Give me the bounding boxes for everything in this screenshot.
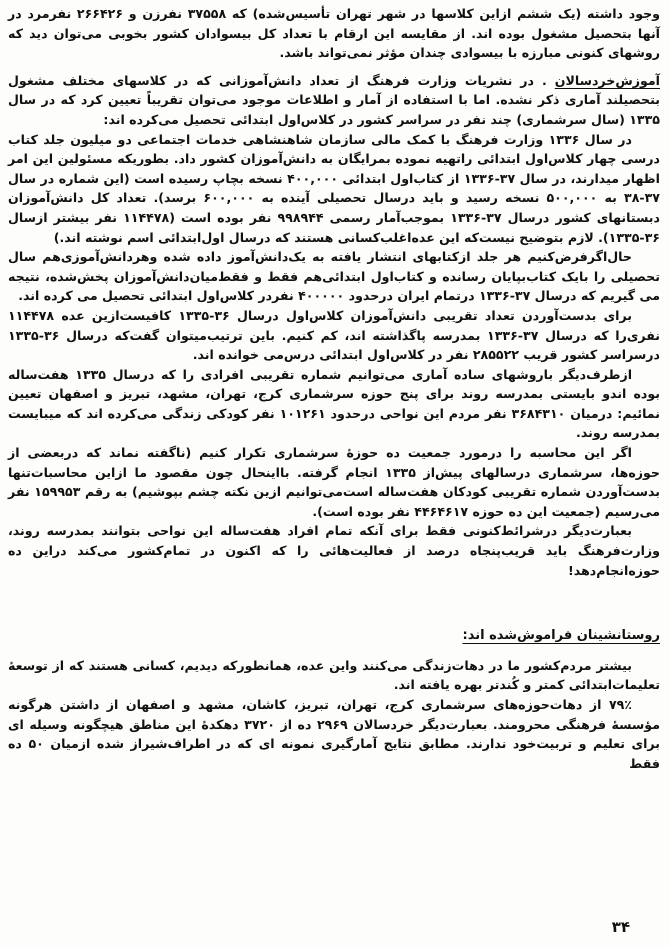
paragraph-ten-districts: اگر این محاسبه را درمورد جمعیت ده حوزهٔ سرشماری تکرار کنیم (ناگفته نماند که دربعضی از حوزه‌ها، سرشماری درسالهای پیش‌از ۱۳۳۵ انجام گرفته. بااینحال چون مقصود ما ازاین محاسبات‌تنها بدست‌آوردن شماره تقریبی کودکان هفت‌ساله است‌می‌توانیم ازین نکته چشم بپوشیم) به رقم ۱۵۹۹۵۳ نفر می‌رسیم (جمعیت این ده حوزه ۴۴۶۴۶۱۷ نفر بوده است). (8, 445, 661, 519)
paragraph-textbooks: در سال ۱۳۳۶ وزارت فرهنگ با کمک مالی سازمان شاهنشاهی خدمات اجتماعی دو میلیون جلد کتاب درسی چهار کلاس‌اول ابتدائی راتهیه نموده بمرایگان به دانش‌آموزان کشور داد. بطوریکه مسئولین این امر اظهار میدارند، در سال ۳۷-۱۳۳۶ از کتاب‌اول ابتدائی ۴۰۰,۰۰۰ نسخه بچاپ رسیده است (این شماره در سال ۳۷-۳۸ به ۵۰۰,۰۰۰ نسخه رسید و باید درسال تحصیلی آینده به ۶۰۰,۰۰۰ برسد). تعداد کل دانش‌آموزان دبستانهای کشور درسال ۳۷-۱۳۳۶ بموجب‌آمار رسمی ۹۹۸۹۴۴ نفر بوده است (۱۱۴۴۷۸ نفر بیشتر ازسال ۳۶-۱۳۳۵). لازم بتوضیح نیست‌که این عده‌اغلب‌کسانی هستند که درسال اول‌ابتدائی اسم نوشته اند.) (8, 131, 660, 245)
section-heading-rural: روستانشینان فراموش‌شده اند: (462, 628, 660, 644)
inline-heading-child-education: آموزش‌خردسالان (554, 72, 660, 88)
paragraph-rural-villages: ۷۹٪ از دهات‌حوزه‌های سرشماری کرج، تهران، تبریز، کاشان، مشهد و اصفهان از داشتن هرگونه مؤسسهٔ فرهنگی محرومند. بعبارت‌دیگر خردسالان ۲۹۶۹ ده از ۳۷۲۰ دهکدهٔ این مناطق هیچگونه وسیله ای برای تعلیم و تربیت‌خود ندارند. مطابق نتایج آمارگیری نمونه ای که در اطراف‌شیراز شده ازمیان ۵۰ ده فقط (8, 697, 660, 771)
document-page (8, 4, 660, 773)
paragraph-first-grade-estimate: برای بدست‌آوردن تعداد تقریبی دانش‌آموزان کلاس‌اول درسال ۳۶-۱۳۳۵ کافیست‌ازین عده ۱۱۴۴۷۸ نفری‌را که درسال ۳۷-۱۳۳۶ بمدرسه پاگذاشته اند، کم کنیم. باین ترتیب‌میتوان گفت‌که درسال ۳۶-۱۳۳۵ درسراسر کشور قریب ۲۸۵۵۲۲ نفر در کلاس‌اول ابتدائی درس‌می خوانده اند. (8, 307, 660, 363)
paragraph-literacy-classes: وجود داشته (یک ششم ازاین کلاسها در شهر تهران تأسیس‌شده) که ۳۷۵۵۸ نفرزن و ۲۶۶۴۲۶ نفرمرد در آنها بتحصیل مشغول بوده اند. از مقایسه این ارقام با تعداد کل بیسوادان کشور بخوبی می‌توان دید که روشهای کنونی مبارزه با بیسوادی چندان مؤثر نمی‌تواند باشد. (8, 6, 660, 61)
paragraph-conclusion: بعبارت‌دیگر درشرائط‌کنونی فقط برای آنکه تمام افراد هفت‌ساله این نواحی بتوانند بمدرسه روند، وزارت‌فرهنگ باید قریب‌پنجاه درصد از فعالیت‌هائی را که اکنون در تمام‌کشور می‌کند دراین ده حوزه‌انجام‌دهد! (8, 523, 660, 578)
page-number: ۳۴ (611, 918, 630, 936)
paragraph-child-education (8, 71, 660, 130)
paragraph-rural-majority: بیشتر مردم‌کشور ما در دهات‌زندگی می‌کنند واین عده، همانطورکه دیدیم، کسانی هستند که از توسعهٔ تعلیمات‌ابتدائی کمتر و کُندتر بهره یافته اند. (8, 657, 660, 693)
paragraph-seven-year-olds: ازطرف‌دیگر باروشهای ساده آماری می‌توانیم شماره تقریبی افرادی را که درسال ۱۳۳۵ هفت‌ساله بوده اندو بایستی بمدرسه روند برای پنج حوزه سرشماری کرج، تهران، مشهد، تبریز و اصفهان تعیین نمائیم: درمیان ۳۶۸۴۳۱۰ نفر مردم این نواحی درحدود ۱۰۱۲۶۱ نفر کودکی زندگی می‌کرده اند که میبایست بمدرسه روند. (8, 366, 660, 441)
paragraph-child-education-text: . در نشریات وزارت فرهنگ از تعداد دانش‌آموزانی که در کلاسهای مختلف مشغول بتحصیلند آماری ذکر نشده. اما با استفاده از آمار و اطلاعات موجود می‌توان تقریباً تعیین کرد که در سال ۱۳۳۵ (سال سرشماری) چند نفر در سراسر کشور در کلاس‌اول ابتدائی تحصیل می‌کرده اند: (8, 72, 660, 127)
paragraph-assumption: حال‌اگرفرض‌کنیم هر جلد ازکتابهای انتشار یافته به یک‌دانش‌آموز داده شده وهردانش‌آموزی‌هم سال تحصیلی را بایک کتاب‌بپایان رسانده و کتاب‌اول ابتدائی‌هم فقط و فقط‌میان‌دانش‌آموزان پخش‌شده، نتیجه می گیریم که درسال ۳۷-۱۳۳۶ درتمام ایران درحدود ۴۰۰۰۰۰ نفردر کلاس‌اول ابتدائی تحصیل می کرده اند. (8, 249, 660, 304)
